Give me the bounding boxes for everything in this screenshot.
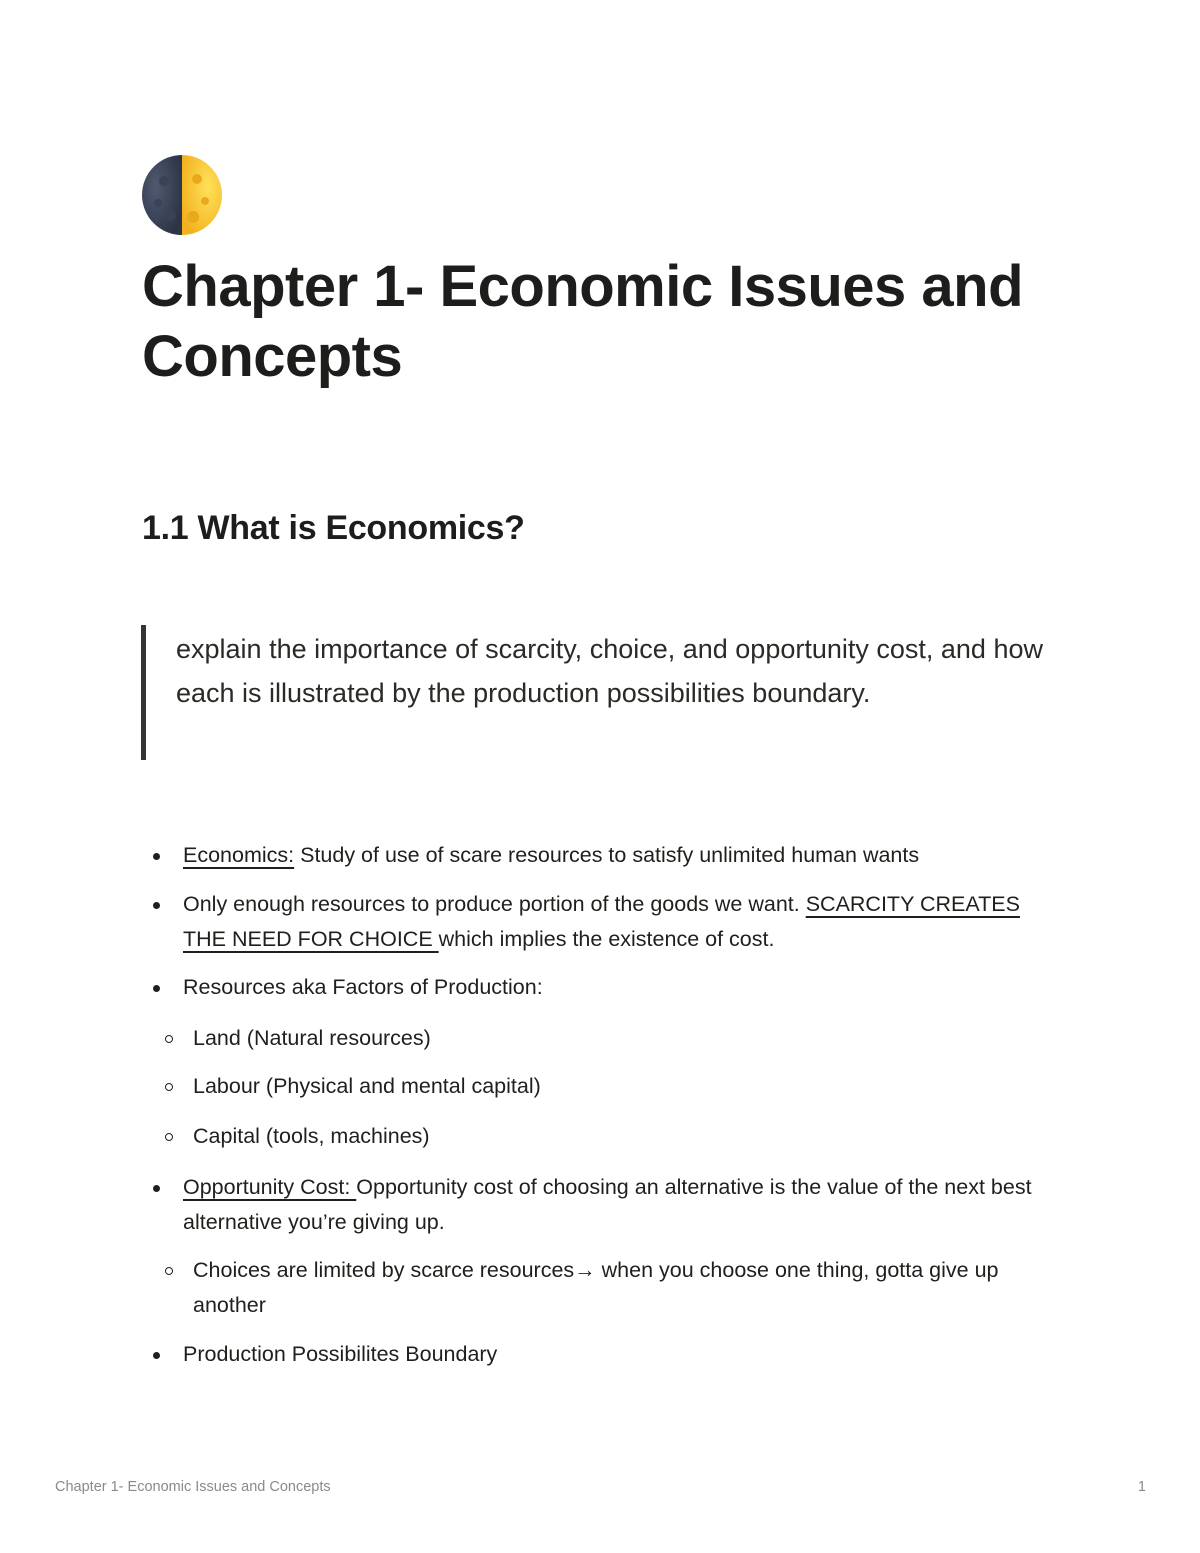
sub-list-item — [150, 1021, 1060, 1056]
sub-list — [150, 1021, 1060, 1154]
page-number: 1 — [1137, 1479, 1146, 1495]
bullet-list — [150, 838, 1060, 1372]
item-text: Only enough resources to produce portion of the goods we want. — [183, 892, 806, 916]
sub-item-text: Choices are limited by scarce resources→ when you choose one thing, gotta give up another — [193, 1258, 999, 1317]
sub-list — [150, 1253, 1060, 1323]
list-item — [150, 838, 1060, 873]
hollow-bullet-icon — [165, 1035, 173, 1043]
blockquote — [141, 625, 1061, 760]
term-opportunity-cost: Opportunity Cost: — [183, 1175, 357, 1199]
bullet-icon — [153, 1352, 160, 1359]
definition-text: Study of use of scare resources to satisfy unlimited human wants — [294, 843, 920, 867]
definition-text: Opportunity cost of choosing an alternative is the value of the next best alternative you’re giving up. — [183, 1175, 1032, 1234]
first-quarter-moon-icon — [142, 155, 222, 235]
hollow-bullet-icon — [165, 1083, 173, 1091]
hollow-bullet-icon — [165, 1267, 173, 1275]
list-item — [150, 970, 1060, 1154]
sub-item-text: Land (Natural resources) — [193, 1026, 431, 1050]
list-item — [150, 1337, 1060, 1372]
item-text: Resources aka Factors of Production: — [183, 975, 543, 999]
quote-text: explain the importance of scarcity, choice, and opportunity cost, and how each is illustrated by the production possibilities boundary. — [176, 634, 1043, 708]
sub-list-item — [150, 1069, 1060, 1104]
page-title: Chapter 1- Economic Issues and Concepts — [142, 254, 1024, 389]
list-item — [150, 887, 1060, 957]
hollow-bullet-icon — [165, 1133, 173, 1141]
bullet-icon — [153, 1185, 160, 1192]
sub-item-text: Capital (tools, machines) — [193, 1124, 430, 1148]
scarcity-emphasis: SCARCITY CREATES THE NEED FOR CHOICE — [183, 892, 1020, 951]
bullet-icon — [153, 853, 160, 860]
sub-item-text: Labour (Physical and mental capital) — [193, 1074, 541, 1098]
item-text-after: which implies the existence of cost. — [438, 927, 775, 951]
term-economics: Economics: — [183, 843, 295, 867]
item-text: Production Possibilites Boundary — [183, 1342, 498, 1366]
footer-title: Chapter 1- Economic Issues and Concepts — [55, 1479, 331, 1495]
sub-list-item — [150, 1253, 1060, 1323]
bullet-icon — [153, 902, 160, 909]
section-heading: 1.1 What is Economics? — [142, 509, 525, 547]
list-item — [150, 1170, 1060, 1323]
bullet-icon — [153, 985, 160, 992]
sub-list-item — [150, 1119, 1060, 1154]
